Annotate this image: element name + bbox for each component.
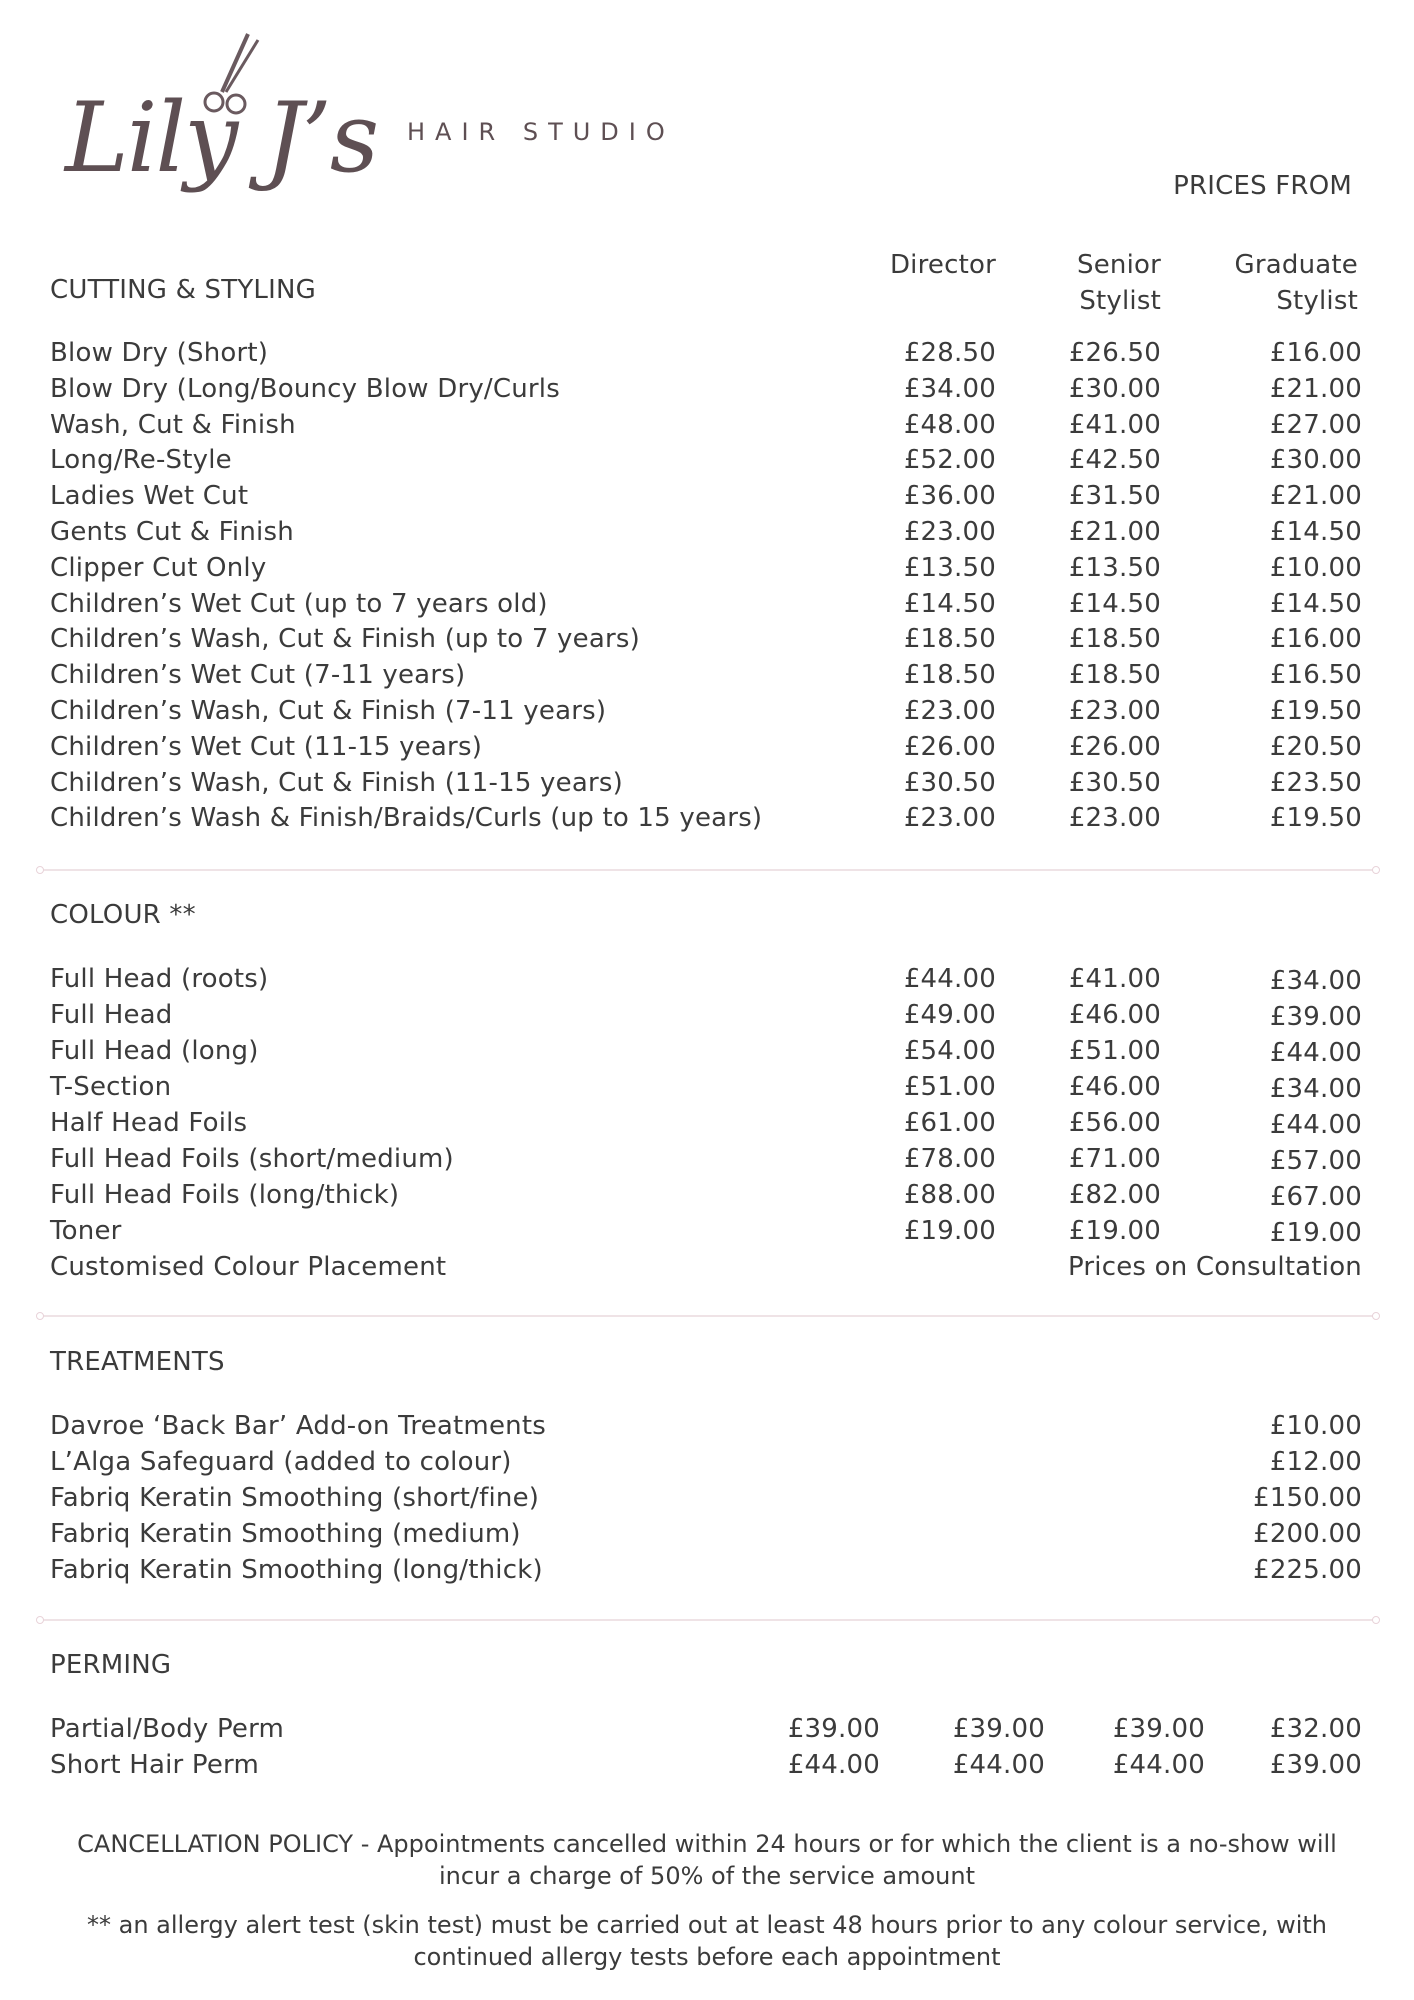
service-name: Fabriq Keratin Smoothing (medium) xyxy=(50,1519,521,1549)
section-title-perming: PERMING xyxy=(50,1650,172,1680)
price-graduate: £19.00 xyxy=(1269,1218,1362,1248)
service-name: Davroe ‘Back Bar’ Add-on Treatments xyxy=(50,1411,546,1441)
prices-from: PRICES FROM xyxy=(1173,171,1352,201)
price: £39.00 xyxy=(787,1714,880,1744)
price-senior: £46.00 xyxy=(1068,1072,1161,1102)
price-director: £23.00 xyxy=(903,517,996,547)
price: £44.00 xyxy=(952,1750,1045,1780)
section-title-colour: COLOUR ** xyxy=(50,900,196,930)
price-director: £49.00 xyxy=(903,1000,996,1030)
price-senior: £56.00 xyxy=(1068,1108,1161,1138)
price-senior: £21.00 xyxy=(1068,517,1161,547)
price-graduate: £34.00 xyxy=(1269,966,1362,996)
price: £10.00 xyxy=(1269,1411,1362,1441)
price-graduate: £10.00 xyxy=(1269,552,1362,583)
price: £12.00 xyxy=(1269,1447,1362,1477)
price-director: £13.50 xyxy=(903,552,996,583)
price-director: £51.00 xyxy=(903,1072,996,1102)
price-director: £78.00 xyxy=(903,1144,996,1174)
price-graduate: £44.00 xyxy=(1269,1110,1362,1140)
price-director: £18.50 xyxy=(903,660,996,691)
service-name: Wash, Cut & Finish xyxy=(50,409,296,440)
price-director: £88.00 xyxy=(903,1180,996,1210)
service-name: Fabriq Keratin Smoothing (short/fine) xyxy=(50,1483,540,1513)
service-name: T-Section xyxy=(50,1072,172,1102)
price-graduate: £19.50 xyxy=(1269,696,1362,726)
price-senior: £30.00 xyxy=(1068,373,1161,404)
price-director: £54.00 xyxy=(903,1036,996,1066)
price: £39.00 xyxy=(1269,1750,1362,1780)
logo-script: Lily J’s xyxy=(65,82,378,194)
logo-subtitle: HAIR STUDIO xyxy=(407,118,675,146)
price: £39.00 xyxy=(1112,1714,1205,1744)
price-graduate: £14.50 xyxy=(1269,588,1362,619)
price-director: £30.50 xyxy=(903,767,996,798)
price-senior: £13.50 xyxy=(1068,552,1161,583)
price-director: £52.00 xyxy=(903,445,996,476)
price-director: £28.50 xyxy=(903,338,996,368)
price-graduate: £16.00 xyxy=(1269,338,1362,368)
price-senior: £30.50 xyxy=(1068,767,1161,798)
price-director: £61.00 xyxy=(903,1108,996,1138)
logo xyxy=(55,30,695,200)
price-graduate: £44.00 xyxy=(1269,1038,1362,1068)
col-senior-line2: Stylist xyxy=(1079,286,1161,316)
service-name: Full Head Foils (long/thick) xyxy=(50,1180,400,1210)
price-director: £23.00 xyxy=(903,696,996,726)
service-name: Half Head Foils xyxy=(50,1108,248,1138)
service-name: Blow Dry (Short) xyxy=(50,338,269,368)
price-senior: £31.50 xyxy=(1068,481,1161,512)
price-graduate: £30.00 xyxy=(1269,445,1362,476)
service-name: Clipper Cut Only xyxy=(50,552,267,583)
price-senior: £14.50 xyxy=(1068,588,1161,619)
service-name: Fabriq Keratin Smoothing (long/thick) xyxy=(50,1555,543,1585)
col-director: Director xyxy=(889,250,996,280)
price-senior: £41.00 xyxy=(1068,409,1161,440)
price-director: £23.00 xyxy=(903,803,996,834)
price: £150.00 xyxy=(1253,1483,1362,1513)
price-director: £48.00 xyxy=(903,409,996,440)
service-name: Ladies Wet Cut xyxy=(50,481,249,512)
section-divider xyxy=(40,1619,1376,1621)
col-graduate-line2: Stylist xyxy=(1276,286,1358,316)
price: £44.00 xyxy=(1112,1750,1205,1780)
price-director: £26.00 xyxy=(903,731,996,762)
service-name: Blow Dry (Long/Bouncy Blow Dry/Curls xyxy=(50,373,560,404)
price-graduate: £19.50 xyxy=(1269,803,1362,834)
service-name: Children’s Wash, Cut & Finish (7-11 years) xyxy=(50,696,607,726)
price-senior: £26.00 xyxy=(1068,731,1161,762)
price-senior: £51.00 xyxy=(1068,1036,1161,1066)
service-name: Children’s Wet Cut (11-15 years) xyxy=(50,731,483,762)
price: £200.00 xyxy=(1253,1519,1362,1549)
price-graduate: £39.00 xyxy=(1269,1002,1362,1032)
section-title-treatments: TREATMENTS xyxy=(50,1347,225,1377)
service-name: L’Alga Safeguard (added to colour) xyxy=(50,1447,512,1477)
price-director: £19.00 xyxy=(903,1216,996,1246)
price: £44.00 xyxy=(787,1750,880,1780)
price-senior: £41.00 xyxy=(1068,964,1161,994)
cancellation-policy: CANCELLATION POLICY - Appointments cancelled within 24 hours or for which the client is a no-show will incur a charge of 50% of the service amount xyxy=(77,1830,1337,1890)
col-graduate-line1: Graduate xyxy=(1234,250,1358,280)
allergy-note: ** an allergy alert test (skin test) must be carried out at least 48 hours prior to any colour service, with continued allergy tests before each appointment xyxy=(86,1911,1328,1971)
price-director: £14.50 xyxy=(903,588,996,619)
price-graduate: £57.00 xyxy=(1269,1146,1362,1176)
section-divider xyxy=(40,1315,1376,1317)
price-director: £34.00 xyxy=(903,373,996,404)
service-name: Short Hair Perm xyxy=(50,1750,260,1780)
price: £225.00 xyxy=(1253,1555,1362,1585)
price-director: £36.00 xyxy=(903,481,996,512)
price-senior: £18.50 xyxy=(1068,624,1161,655)
service-name: Full Head xyxy=(50,1000,173,1030)
service-name: Children’s Wet Cut (up to 7 years old) xyxy=(50,588,548,619)
section-title-cutting: CUTTING & STYLING xyxy=(50,275,316,305)
price: £32.00 xyxy=(1269,1714,1362,1744)
price-senior: £23.00 xyxy=(1068,696,1161,726)
price-graduate: £14.50 xyxy=(1269,517,1362,547)
price-senior: £46.00 xyxy=(1068,1000,1161,1030)
service-name: Gents Cut & Finish xyxy=(50,517,294,547)
price-director: £18.50 xyxy=(903,624,996,655)
service-name: Toner xyxy=(50,1216,122,1246)
price-graduate: £16.00 xyxy=(1269,624,1362,655)
price-graduate: £27.00 xyxy=(1269,409,1362,440)
price-director: £44.00 xyxy=(903,964,996,994)
service-name: Partial/Body Perm xyxy=(50,1714,285,1744)
price-graduate: £21.00 xyxy=(1269,373,1362,404)
price-graduate: £67.00 xyxy=(1269,1182,1362,1212)
service-name: Full Head Foils (short/medium) xyxy=(50,1144,454,1174)
price-senior: £23.00 xyxy=(1068,803,1161,834)
service-name: Children’s Wash & Finish/Braids/Curls (up to 15 years) xyxy=(50,803,763,834)
price-senior: £71.00 xyxy=(1068,1144,1161,1174)
service-name: Children’s Wash, Cut & Finish (up to 7 years) xyxy=(50,624,640,655)
service-name: Children’s Wet Cut (7-11 years) xyxy=(50,660,466,691)
price-graduate: £21.00 xyxy=(1269,481,1362,512)
col-senior-line1: Senior xyxy=(1077,250,1161,280)
service-name: Full Head (long) xyxy=(50,1036,259,1066)
service-name: Children’s Wash, Cut & Finish (11-15 years) xyxy=(50,767,623,798)
service-name: Full Head (roots) xyxy=(50,964,269,994)
price-senior: £82.00 xyxy=(1068,1180,1161,1210)
consultation-service: Customised Colour Placement xyxy=(50,1252,447,1282)
section-divider xyxy=(40,869,1376,871)
price-senior: £19.00 xyxy=(1068,1216,1161,1246)
service-name: Long/Re-Style xyxy=(50,445,232,476)
price-senior: £42.50 xyxy=(1068,445,1161,476)
consultation-price: Prices on Consultation xyxy=(1067,1252,1362,1282)
price-graduate: £23.50 xyxy=(1269,767,1362,798)
price-graduate: £34.00 xyxy=(1269,1074,1362,1104)
price-senior: £26.50 xyxy=(1068,338,1161,368)
price-graduate: £16.50 xyxy=(1269,660,1362,691)
price: £39.00 xyxy=(952,1714,1045,1744)
price-senior: £18.50 xyxy=(1068,660,1161,691)
price-graduate: £20.50 xyxy=(1269,731,1362,762)
